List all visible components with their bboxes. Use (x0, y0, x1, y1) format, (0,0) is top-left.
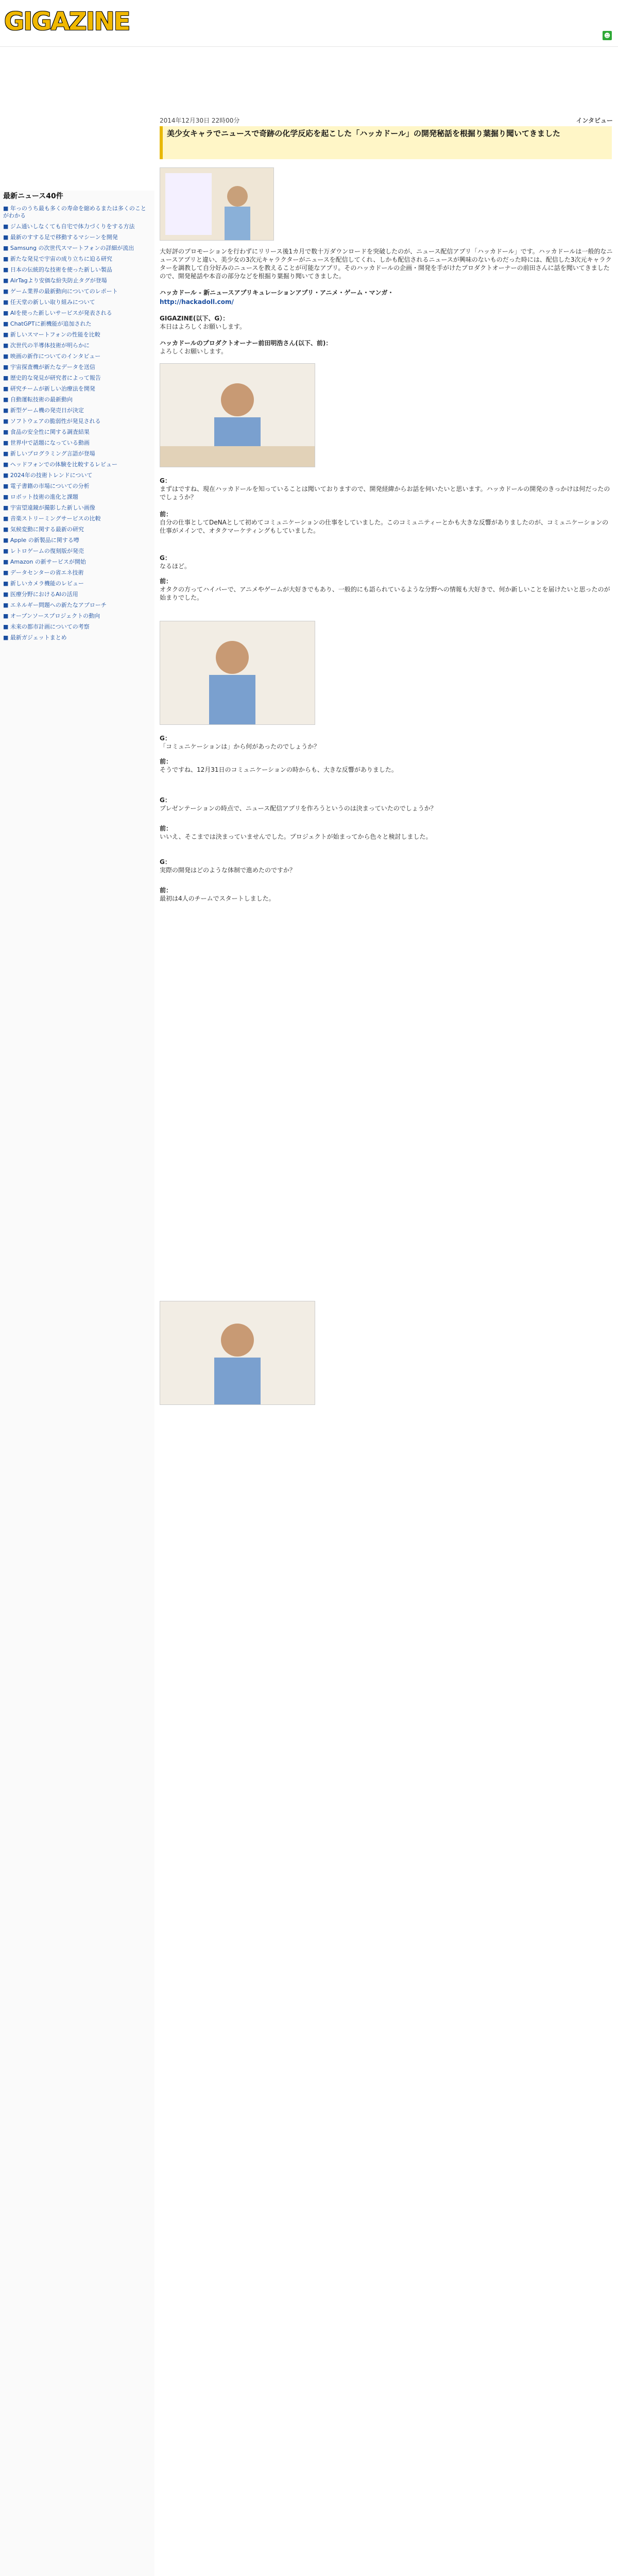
photo-interviewee (160, 364, 315, 467)
sidebar-news-item[interactable]: ■ ゲーム業界の最新動向についてのレポート (3, 288, 118, 295)
sidebar-news-item[interactable]: ■ 電子書籍の市場についての分析 (3, 483, 90, 489)
sidebar-news-item[interactable]: ■ ソフトウェアの脆弱性が発見される (3, 418, 101, 425)
sidebar-news-item[interactable]: ■ 日本の伝統的な技術を使った新しい製品 (3, 266, 112, 273)
sidebar-news-item[interactable]: ■ 年っのうち最も多くの寿命を縮めるまたは多くのことがわかる (3, 205, 146, 219)
sidebar-news-item[interactable]: ■ 任天堂の新しい取り組みについて (3, 299, 95, 306)
interview-photo-3 (160, 1301, 315, 1405)
sidebar-news-item[interactable]: ■ AIを使った新しいサービスが発表される (3, 310, 112, 316)
dialogue: よろしくお願いします。 (160, 348, 228, 355)
interview-photo-1 (160, 363, 315, 467)
dialogue: プレゼンテーションの時点で、ニュース配信アプリを作ろうというのは決まっていたのでしょうか？ (160, 805, 437, 812)
sidebar-news-item[interactable]: ■ ChatGPTに新機能が追加された (3, 320, 92, 327)
sidebar-news-item[interactable]: ■ 新たな発見で宇宙の成り立ちに迫る研究 (3, 256, 112, 262)
dialogue: そうですね、12月31日のコミュニケーションの時からも、大きな反響がありました。 (160, 766, 398, 773)
speaker-g: G： (160, 554, 171, 562)
sidebar-news-item[interactable]: ■ レトロゲームの復刻版が発売 (3, 548, 84, 554)
article-category[interactable]: インタビュー (576, 117, 613, 124)
speaker-m: 前： (160, 825, 173, 832)
sidebar-news-item[interactable]: ■ 研究チームが新しい治療法を開発 (3, 385, 95, 392)
dialogue: 本日はよろしくお願いします。 (160, 323, 246, 330)
speaker-g: G： (160, 735, 171, 742)
sidebar-news-item[interactable]: ■ ヘッドフォンでの体験を比較するレビュー (3, 461, 118, 468)
article-photo (160, 167, 274, 241)
dialogue: 実際の開発はどのような体制で進めたのですか？ (160, 867, 296, 874)
speaker-m: 前： (160, 758, 173, 765)
dialogue: オタクの方ってハイパーで、アニメやゲームが大好きでもあり、一般的にも語られているような分野への情報も大好きで、何か新しいことを届けたいと思ったのが始まりでした。 (160, 586, 610, 601)
sidebar-news-item[interactable]: ■ データセンターの省エネ技術 (3, 569, 84, 576)
sidebar-news-item[interactable]: ■ ジム通いしなくても自宅で体力づくりをする方法 (3, 223, 135, 230)
sidebar-news-item[interactable]: ■ 未来の都市計画についての考察 (3, 623, 90, 630)
sidebar-news-item[interactable]: ■ 新しいスマートフォンの性能を比較 (3, 331, 100, 338)
site-header (0, 0, 618, 47)
sidebar-news-item[interactable]: ■ 新しいカメラ機能のレビュー (3, 580, 84, 587)
sidebar-news-item[interactable]: ■ 歴史的な発見が研究者によって報告 (3, 375, 101, 381)
sidebar-news-item[interactable]: ■ 最新ガジェットまとめ (3, 634, 67, 641)
speaker-g: GIGAZINE(以下、G）： (160, 315, 229, 322)
article-date: 2014年12月30日 22時00分 (160, 117, 240, 124)
sidebar-news-item[interactable]: ■ 自動運転技術の最新動向 (3, 396, 73, 403)
photo-interviewee (160, 1301, 315, 1404)
sidebar-news-item[interactable]: ■ 映画の新作についてのインタビュー (3, 353, 101, 360)
article-meta (160, 116, 613, 124)
speaker-g: G： (160, 477, 171, 484)
sidebar-news-item[interactable]: ■ AirTagより安価な紛失防止タグが登場 (3, 277, 107, 284)
sidebar-news-item[interactable]: ■ 気候変動に関する最新の研究 (3, 526, 84, 533)
speaker-m: 前： (160, 887, 173, 894)
sidebar-news-item[interactable]: ■ Samsung の次世代スマートフォンの詳細が流出 (3, 245, 134, 251)
sidebar-news-item[interactable]: ■ 2024年の技術トレンドについて (3, 472, 93, 479)
speaker-m: ハッカドールのプロダクトオーナー前田明浩さん(以下、前)： (160, 340, 332, 347)
dialogue: まずはですね、現在ハッカドールを知っていることは聞いておりますので、開発経緯からお話を伺いたいと思います。ハッカドールの開発のきっかけは何だったのでしょうか？ (160, 485, 610, 501)
intro-paragraph: 大好評のプロモーションを行わずにリリース後1カ月で数十万ダウンロードを突破したのが、ニュース配信アプリ「ハッカドール」です。ハッカドールは一般的なニュースアプリと違い、美少女の3次元キャラクターがニュースを配信してくれ、しかも配信されるニュースが興味のないものだった時には、配信した3次元キャラクターを調教して自分好みのニュースを教えることが可能なアプリ。そのハッカドールの企画・開発を手がけたプロダクトオーナーの前田さんに話を聞いてきましたので、開発秘話や本音の部分などを根掘り葉掘り聞いてきました。 (160, 248, 613, 280)
sidebar-news-item[interactable]: ■ 宇宙望遠鏡が撮影した新しい画像 (3, 504, 95, 511)
photo-interviewee (160, 621, 315, 724)
article-title: 美少女キャラでニュースで奇跡の化学反応を起こした「ハッカドール」の開発秘話を根掘り葉掘り聞いてきました (160, 126, 612, 159)
sidebar (0, 191, 154, 2576)
app-name: ハッカドール - 新ニュースアプリキュレーションアプリ・アニメ・ゲーム・マンガ・ (160, 289, 394, 296)
dialogue: 「コミュニケーションは」から何があったのでしょうか？ (160, 743, 320, 750)
speaker-g: G： (160, 796, 171, 804)
speaker-m: 前： (160, 578, 173, 585)
speaker-g: G： (160, 858, 171, 866)
speaker-m: 前： (160, 511, 173, 518)
site-logo[interactable]: GIGAZINE (4, 7, 130, 36)
sidebar-news-item[interactable]: ■ エネルギー問題への新たなアプローチ (3, 602, 107, 608)
person-icon[interactable]: ☻ (603, 31, 612, 40)
sidebar-news-item[interactable]: ■ ロボット技術の進化と課題 (3, 494, 78, 500)
sidebar-news-item[interactable]: ■ 新型ゲーム機の発売日が決定 (3, 407, 84, 414)
dialogue: いいえ、そこまでは決まっていませんでした。プロジェクトが始まってから色々と検討しました。 (160, 833, 432, 840)
sidebar-news-item[interactable]: ■ オープンソースプロジェクトの動向 (3, 613, 100, 619)
sidebar-news-list (3, 205, 151, 645)
sidebar-news-item[interactable]: ■ Apple の新製品に関する噂 (3, 537, 79, 544)
sidebar-news-item[interactable]: ■ 世界中で話題になっている動画 (3, 439, 90, 446)
dialogue: 自分の仕事としてDeNAとして初めてコミュニケーションの仕事をしていました。このコミュニティーとかも大きな反響がありましたのが、コミュニケーションの仕事がメインで、オタクマーケティングもしていました。 (160, 519, 609, 534)
app-link[interactable]: http://hackadoll.com/ (160, 298, 234, 306)
sidebar-news-item[interactable]: ■ 音楽ストリーミングサービスの比較 (3, 515, 101, 522)
sidebar-news-item[interactable]: ■ 新しいプログラミング言語が登場 (3, 450, 95, 457)
article (160, 116, 613, 2576)
photo-illustration (160, 168, 273, 240)
sidebar-title: 最新ニュース40件 (3, 192, 63, 200)
sidebar-news-item[interactable]: ■ 宇宙探査機が新たなデータを送信 (3, 364, 95, 370)
sidebar-news-item[interactable]: ■ 次世代の半導体技術が明らかに (3, 342, 90, 349)
sidebar-news-item[interactable]: ■ 医療分野におけるAIの活用 (3, 591, 78, 598)
sidebar-news-item[interactable]: ■ 食品の安全性に関する調査結果 (3, 429, 90, 435)
interview-photo-2 (160, 621, 315, 725)
dialogue: なるほど。 (160, 563, 191, 570)
dialogue: 最初は4人のチームでスタートしました。 (160, 895, 275, 902)
sidebar-news-item[interactable]: ■ 最新のすする足で移動するマシーンを開発 (3, 234, 118, 241)
sidebar-news-item[interactable]: ■ Amazon の新サービスが開始 (3, 558, 86, 565)
